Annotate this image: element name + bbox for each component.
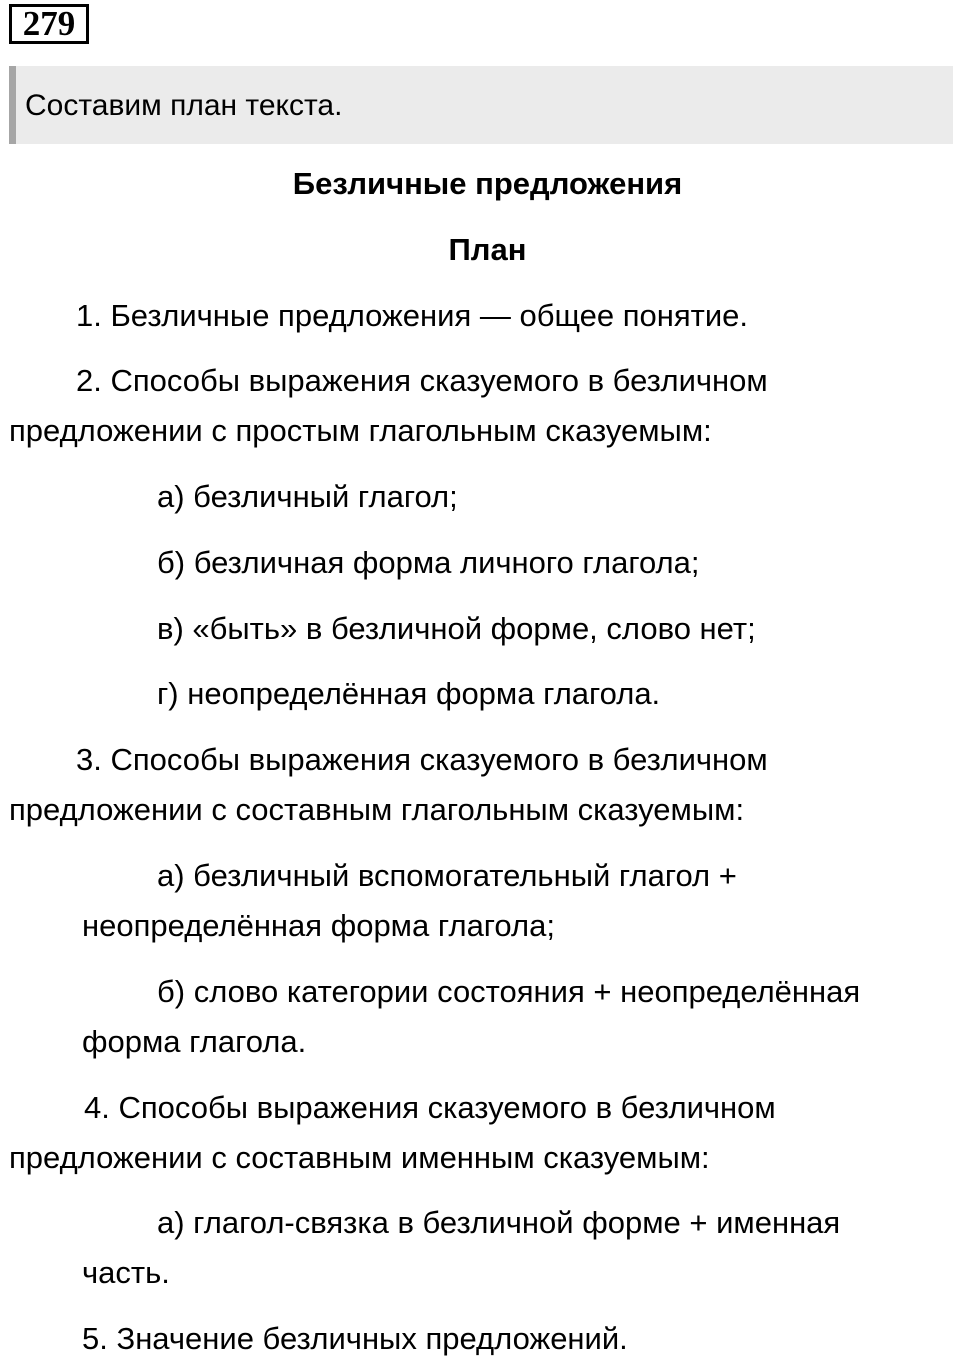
task-number: 279 bbox=[9, 4, 89, 44]
plan-item-3-cont: предложении с составным глагольным сказуемым: bbox=[9, 792, 745, 827]
plan-subitem-3b-cont: форма глагола. bbox=[82, 1024, 307, 1059]
banner-accent-bar bbox=[9, 66, 16, 144]
plan-item-2-cont: предложении с простым глагольным сказуемым: bbox=[9, 413, 712, 448]
plan-item-3: 3. Способы выражения сказуемого в безличном bbox=[76, 742, 768, 777]
plan-item-2: 2. Способы выражения сказуемого в безличном bbox=[76, 363, 768, 398]
plan-item-1: 1. Безличные предложения — общее понятие. bbox=[76, 298, 749, 333]
plan-subitem-2b: б) безличная форма личного глагола; bbox=[157, 545, 700, 580]
plan-subitem-2d: г) неопределённая форма глагола. bbox=[157, 676, 661, 711]
plan-subitem-4a-cont: часть. bbox=[82, 1255, 170, 1290]
plan-subitem-2a: а) безличный глагол; bbox=[157, 479, 458, 514]
plan-item-4-cont: предложении с составным именным сказуемым: bbox=[9, 1140, 710, 1175]
plan-subitem-3a: а) безличный вспомогательный глагол + bbox=[157, 858, 737, 893]
intro-banner bbox=[9, 66, 953, 144]
plan-subitem-2c: в) «быть» в безличной форме, слово нет; bbox=[157, 611, 756, 646]
plan-item-5: 5. Значение безличных предложений. bbox=[82, 1321, 628, 1356]
text-title: Безличные предложения bbox=[292, 166, 683, 201]
plan-subitem-3a-cont: неопределённая форма глагола; bbox=[82, 908, 555, 943]
plan-subitem-3b: б) слово категории состояния + неопределённая bbox=[157, 974, 861, 1009]
plan-item-4: 4. Способы выражения сказуемого в безличном bbox=[84, 1090, 776, 1125]
intro-text: Составим план текста. bbox=[25, 89, 343, 122]
plan-subitem-4a: а) глагол-связка в безличной форме + именная bbox=[157, 1205, 841, 1240]
plan-heading: План bbox=[448, 232, 527, 267]
